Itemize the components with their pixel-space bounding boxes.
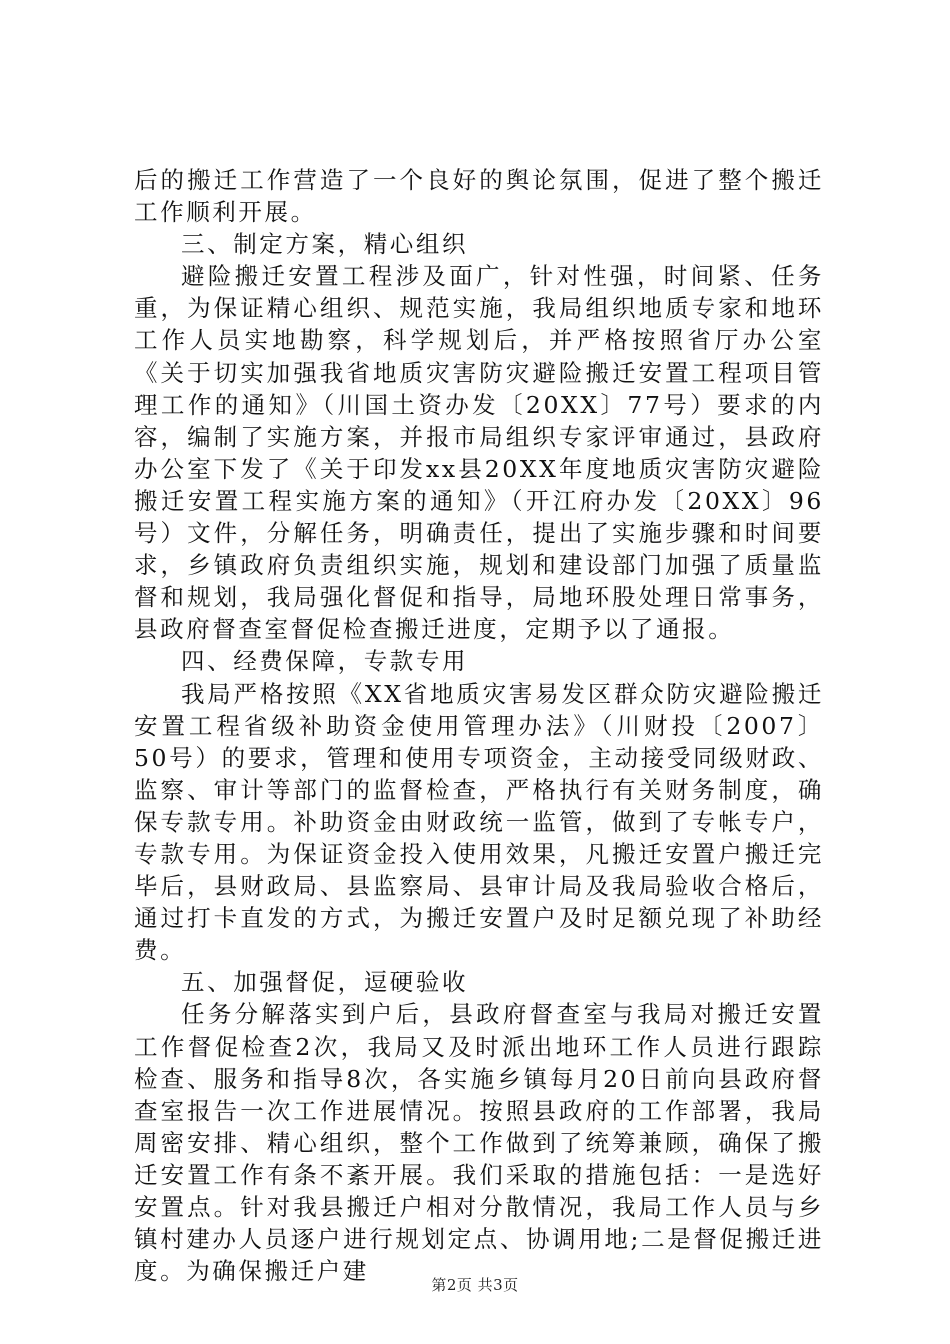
document-body — [134, 164, 824, 1287]
paragraph-section-4: 我局严格按照《XX省地质灾害易发区群众防灾避险搬迁安置工程省级补助资金使用管理办法》（川财投〔2007〕50号）的要求，管理和使用专项资金，主动接受同级财政、监察、审计等部门的监督检查，严格执行有关财务制度，确保专款专用。补助资金由财政统一监管，做到了专帐专户，专款专用。为保证资金投入使用效果，凡搬迁安置户搬迁完毕后，县财政局、县监察局、县审计局及我局验收合格后，通过打卡直发的方式，为搬迁安置户及时足额兑现了补助经费。 — [134, 679, 824, 965]
section-heading-3: 三、制定方案，精心组织 — [181, 230, 469, 259]
page-number-footer: 第2页 共3页 — [431, 1276, 519, 1294]
section-heading-5: 五、加强督促，逗硬验收 — [181, 968, 469, 997]
paragraph-section-5: 任务分解落实到户后，县政府督查室与我局对搬迁安置工作督促检查2次，我局又及时派出地环工作人员进行跟踪检查、服务和指导8次，各实施乡镇每月20日前向县政府督查室报告一次工作进展情况。按照县政府的工作部署，我局周密安排、精心组织，整个工作做到了统筹兼顾，确保了搬迁安置工作有条不紊开展。我们采取的措施包括：一是选好安置点。针对我县搬迁户相对分散情况，我局工作人员与乡镇村建办人员逐户进行规划定点、协调用地;二是督促搬迁进度。为确保搬迁户建 — [134, 1000, 824, 1286]
section-heading-4: 四、经费保障，专款专用 — [181, 647, 469, 676]
paragraph-continuation: 后的搬迁工作营造了一个良好的舆论氛围，促进了整个搬迁工作顺利开展。 — [134, 166, 824, 227]
paragraph-section-3: 避险搬迁安置工程涉及面广，针对性强，时间紧、任务重，为保证精心组织、规范实施，我局组织地质专家和地环工作人员实地勘察，科学规划后，并严格按照省厅办公室《关于切实加强我省地质灾害防灾避险搬迁安置工程项目管理工作的通知》（川国土资办发〔20XX〕77号）要求的内容，编制了实施方案，并报市局组织专家评审通过，县政府办公室下发了《关于印发xx县20XX年度地质灾害防灾避险搬迁安置工程实施方案的通知》（开江府办发〔20XX〕96号）文件，分解任务，明确责任，提出了实施步骤和时间要求，乡镇政府负责组织实施，规划和建设部门加强了质量监督和规划，我局强化督促和指导，局地环股处理日常事务，县政府督查室督促检查搬迁进度，定期予以了通报。 — [134, 262, 824, 644]
